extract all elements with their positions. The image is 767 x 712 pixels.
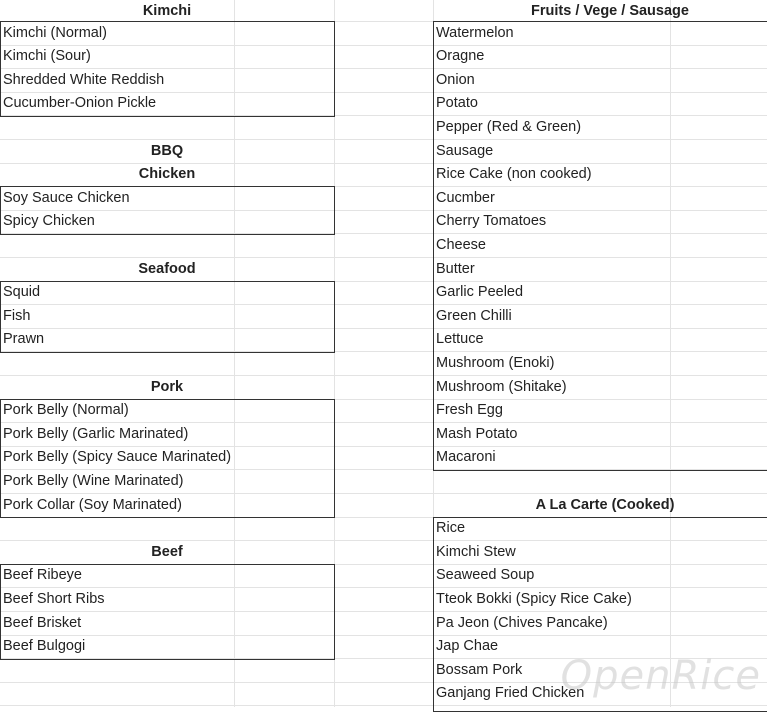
list-item: Cherry Tomatoes	[436, 213, 547, 230]
list-item: Pork Belly (Garlic Marinated)	[3, 425, 189, 442]
seafood-header: Seafood	[138, 260, 196, 277]
kimchi-header: Kimchi	[142, 3, 192, 19]
list-item: Beef Brisket	[3, 614, 82, 631]
list-item: Fish	[3, 307, 31, 324]
list-item: Shredded White Reddish	[3, 71, 165, 88]
list-item: Pork Collar (Soy Marinated)	[3, 496, 182, 513]
list-item: Squid	[3, 284, 41, 301]
list-item: Soy Sauce Chicken	[3, 189, 130, 206]
list-item: Potato	[436, 95, 478, 112]
list-item: Garlic Peeled	[436, 284, 524, 301]
list-item: Pork Belly (Normal)	[3, 402, 129, 419]
list-item: Kimchi Stew	[436, 543, 516, 560]
list-item: Ganjang Fried Chicken	[436, 685, 585, 702]
beef-header: Beef	[151, 543, 183, 560]
chicken-header: Chicken	[138, 166, 196, 183]
bbq-header: BBQ	[150, 142, 184, 159]
list-item: Mushroom (Enoki)	[436, 355, 555, 371]
list-item: Pepper (Red & Green)	[436, 119, 582, 135]
list-item: Rice Cake (non cooked)	[436, 166, 592, 183]
openrice-watermark: OpenRice	[560, 653, 761, 699]
list-item: Cheese	[436, 237, 486, 253]
list-item: Kimchi (Sour)	[3, 48, 91, 65]
list-item: Rice	[436, 520, 466, 537]
list-item: Prawn	[3, 331, 45, 348]
pork-header: Pork	[150, 378, 184, 395]
list-item: Pa Jeon (Chives Pancake)	[436, 614, 608, 631]
list-item: Pork Belly (Spicy Sauce Marinated)	[3, 449, 232, 466]
list-item: Beef Bulgogi	[3, 638, 86, 655]
list-item: Spicy Chicken	[3, 213, 95, 230]
list-item: Cucumber-Onion Pickle	[3, 95, 157, 112]
list-item: Mushroom (Shitake)	[436, 378, 567, 395]
list-item: Watermelon	[436, 24, 514, 41]
list-item: Butter	[436, 260, 475, 277]
list-item: Cucmber	[436, 189, 495, 206]
list-item: Beef Ribeye	[3, 567, 82, 584]
list-item: Beef Short Ribs	[3, 591, 105, 607]
list-item: Fresh Egg	[436, 402, 503, 419]
list-item: Macaroni	[436, 449, 496, 466]
list-item: Onion	[436, 71, 475, 88]
alacarte-header: A La Carte (Cooked)	[535, 496, 675, 513]
list-item: Lettuce	[436, 331, 484, 348]
list-item: Mash Potato	[436, 425, 518, 442]
list-item: Green Chilli	[436, 307, 512, 324]
fruits-header: Fruits / Vege / Sausage	[531, 3, 689, 19]
list-item: Jap Chae	[436, 638, 499, 655]
list-item: Seaweed Soup	[436, 567, 535, 584]
list-item: Tteok Bokki (Spicy Rice Cake)	[436, 591, 632, 607]
list-item: Sausage	[436, 142, 494, 159]
list-item: Pork Belly (Wine Marinated)	[3, 473, 184, 489]
list-item: Kimchi (Normal)	[3, 24, 107, 41]
list-item: Oragne	[436, 48, 485, 65]
list-item: Bossam Pork	[436, 661, 523, 678]
